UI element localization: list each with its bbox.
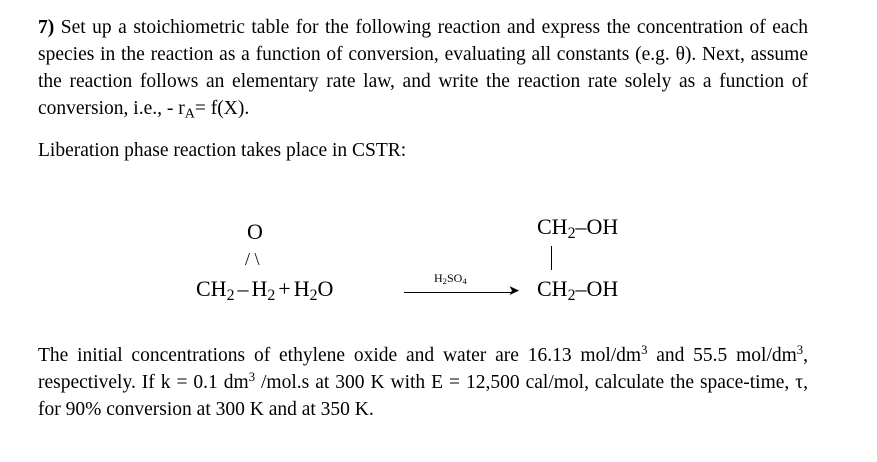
- reactant-water: H: [293, 276, 310, 301]
- question-number: 7): [38, 17, 55, 38]
- product-top: $CH_2-OH$: [537, 214, 619, 242]
- epoxide-oxygen: O: [247, 219, 263, 244]
- rate-subscript: A: [184, 105, 195, 122]
- reactant-ethylene-oxide: $CH_2 - H_2 + H_2O$: [196, 276, 334, 304]
- reaction-setting: Liberation phase reaction takes place in CSTR:: [38, 140, 407, 161]
- question-paragraph: [38, 14, 808, 122]
- arrow-head-icon: ➤: [508, 284, 520, 299]
- catalyst-label: $H_2SO_4$: [434, 271, 467, 287]
- product-bond: [551, 246, 552, 270]
- rate-expression-tail: = f(X).: [194, 98, 250, 119]
- product-bottom: $CH_2-OH$: [537, 276, 619, 304]
- question-text: Set up a stoichiometric table for the following reaction and express the concentration of each species in the reaction as a function of conversion, evaluating all constants (e.g. θ). Next, assume the reaction follows an elementary rate law, and write the reaction rate solely as a function of conversion, i.e., - r: [38, 17, 808, 119]
- given-paragraph: The initial concentrations of ethylene oxide and water are 16.13 mol/$dm^3$ and 55.5 mol/$dm^3$, respectively. If k = 0.1 $dm^3$ /mol.s at 300 K with E = 12,500 cal/mol, calculate the space-time, τ, for 90% conversion at 300 K and at 350 K.: [38, 343, 809, 420]
- reaction-arrow: [404, 292, 514, 293]
- epoxide-bonds: / \: [245, 249, 260, 269]
